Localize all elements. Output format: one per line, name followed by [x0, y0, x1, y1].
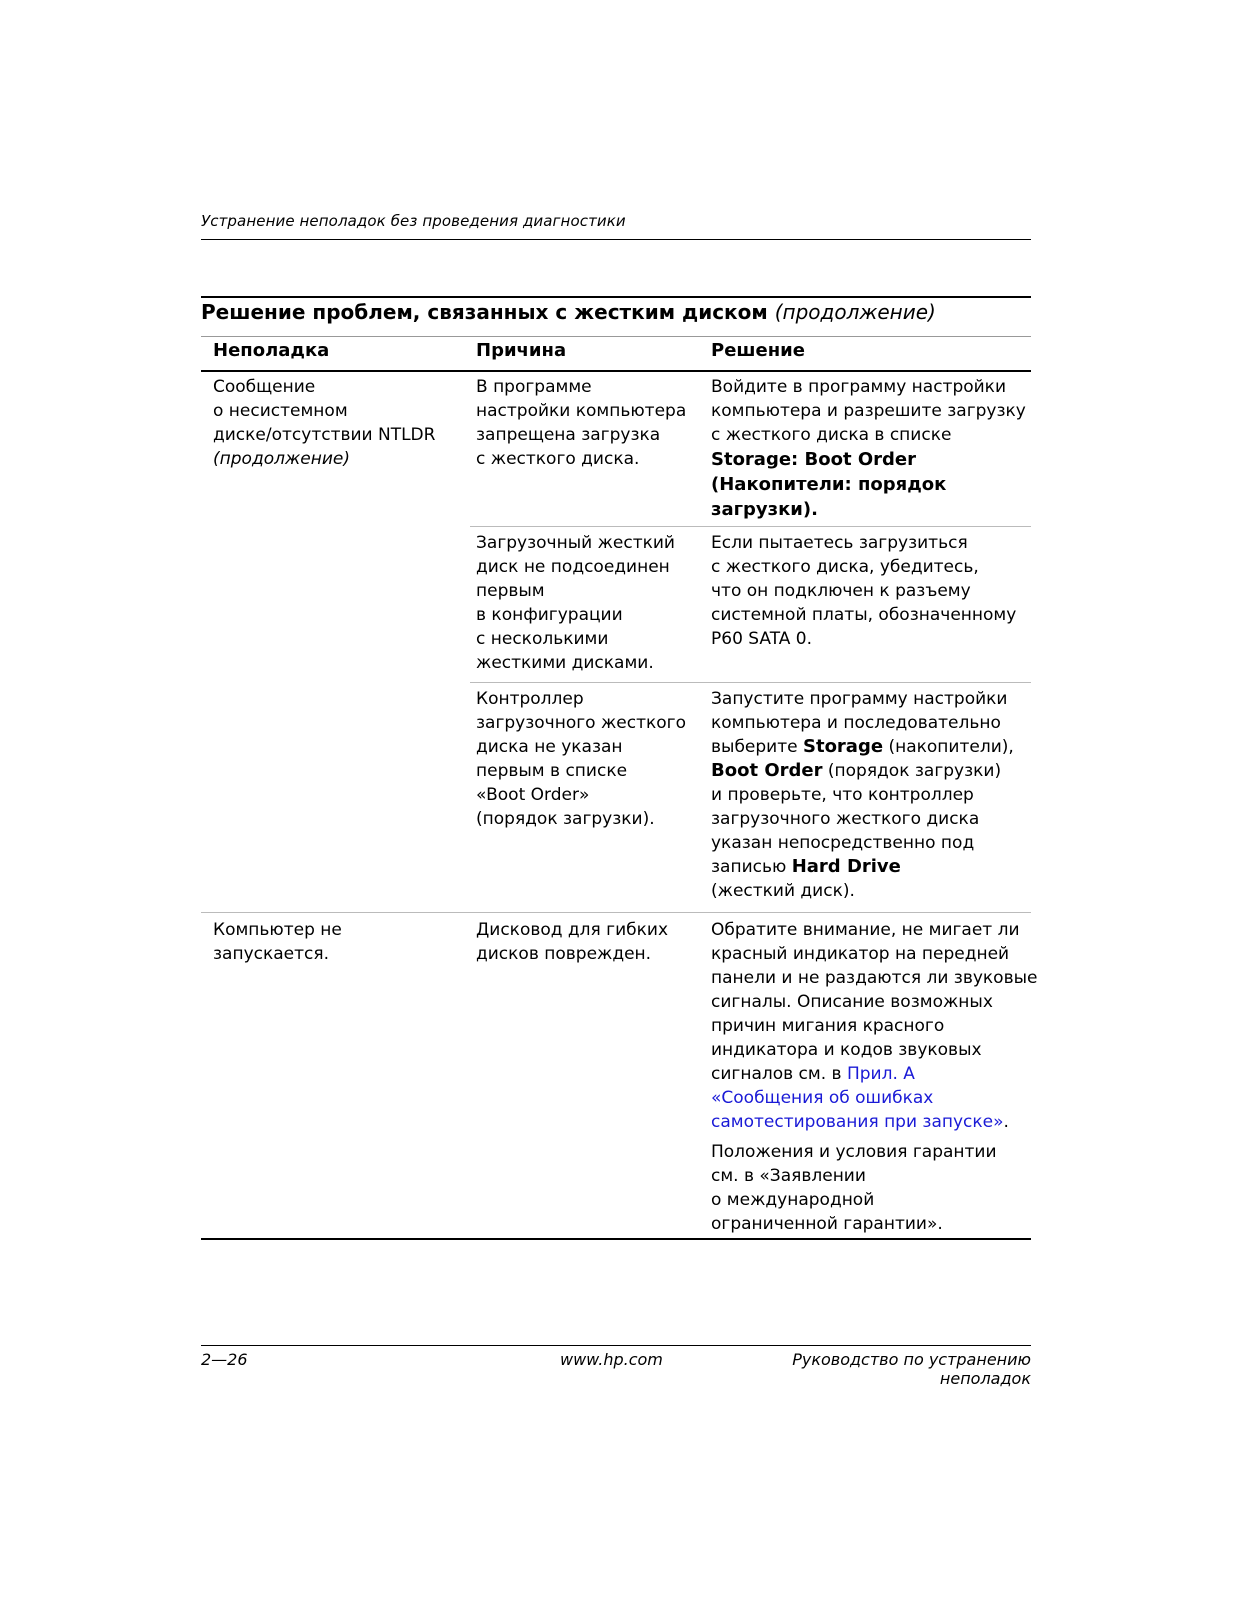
- text-run: записью: [711, 857, 792, 877]
- row3-solution: [711, 687, 1014, 903]
- text-line: В программе: [476, 377, 592, 397]
- text-line: [711, 735, 1014, 759]
- text-line: ограниченной гарантии».: [711, 1214, 943, 1234]
- row1-problem: [213, 375, 435, 471]
- text-line: (жесткий диск).: [711, 881, 855, 901]
- table-top-rule: [201, 296, 1031, 298]
- column-header-problem: Неполадка: [213, 340, 330, 361]
- row-divider: [470, 682, 1031, 683]
- text-line: с жесткого диска.: [476, 449, 640, 469]
- text-line: (порядок загрузки).: [476, 809, 655, 829]
- text-line: в конфигурации: [476, 605, 623, 625]
- text-line: Войдите в программу настройки: [711, 377, 1007, 397]
- text-line: [711, 1110, 1037, 1134]
- column-header-cause: Причина: [476, 340, 567, 361]
- bold-term-boot-order: Boot Order: [711, 760, 823, 781]
- bold-line: загрузки).: [711, 499, 818, 520]
- row4-solution: [711, 918, 1037, 1236]
- running-header: Устранение неполадок без проведения диагностики: [201, 212, 626, 230]
- text-line: компьютера и последовательно: [711, 713, 1001, 733]
- text-line: запускается.: [213, 944, 330, 964]
- row-divider: [201, 912, 1031, 913]
- text-line: с несколькими: [476, 629, 609, 649]
- text-line: системной платы, обозначенному: [711, 605, 1017, 625]
- text-run: (порядок загрузки): [822, 761, 1002, 781]
- text-run: сигналов см. в: [711, 1064, 847, 1084]
- text-run: выберите: [711, 737, 803, 757]
- text-line: [711, 1062, 1037, 1086]
- text-line: загрузочного жесткого диска: [711, 809, 980, 829]
- text-line: жесткими дисками.: [476, 653, 654, 673]
- text-line: индикатора и кодов звуковых: [711, 1040, 982, 1060]
- text-line: диска не указан: [476, 737, 623, 757]
- footer-doc-title: Руководство по устранению неполадок: [792, 1350, 1031, 1388]
- text-line: «Boot Order»: [476, 785, 590, 805]
- text-line: и проверьте, что контроллер: [711, 785, 974, 805]
- text-line: что он подключен к разъему: [711, 581, 971, 601]
- text-line: первым в списке: [476, 761, 628, 781]
- table-title-continued: (продолжение): [774, 300, 936, 324]
- table-title: [201, 300, 1031, 324]
- text-line: компьютера и разрешите загрузку: [711, 401, 1026, 421]
- text-line: Компьютер не: [213, 920, 342, 940]
- row1-cause: [476, 375, 686, 471]
- text-line: Если пытаетесь загрузиться: [711, 533, 968, 553]
- row2-cause: [476, 531, 675, 675]
- text-line: см. в «Заявлении: [711, 1166, 866, 1186]
- header-row-rule: [201, 370, 1031, 372]
- text-line: Сообщение: [213, 377, 316, 397]
- row4-cause: [476, 918, 668, 966]
- text-line: Запустите программу настройки: [711, 689, 1008, 709]
- text-line: красный индикатор на передней: [711, 944, 1010, 964]
- text-line: Загрузочный жесткий: [476, 533, 675, 553]
- text-line: диск не подсоединен: [476, 557, 670, 577]
- bold-line: Storage: Boot Order: [711, 449, 916, 470]
- text-line: указан непосредственно под: [711, 833, 975, 853]
- column-header-solution: Решение: [711, 340, 805, 361]
- text-line: загрузочного жесткого: [476, 713, 687, 733]
- footer-rule: [201, 1345, 1031, 1346]
- table-title-text: Решение проблем, связанных с жестким диском: [201, 300, 768, 324]
- text-line: (продолжение): [213, 449, 350, 469]
- row2-solution: [711, 531, 1016, 651]
- text-line: P60 SATA 0.: [711, 629, 813, 649]
- title-rule: [201, 336, 1031, 337]
- header-rule: [201, 239, 1031, 240]
- text-line: запрещена загрузка: [476, 425, 661, 445]
- text-line: [711, 855, 1014, 879]
- text-line: с жесткого диска в списке: [711, 425, 952, 445]
- text-line: Положения и условия гарантии: [711, 1142, 997, 1162]
- text-line: с жесткого диска, убедитесь,: [711, 557, 979, 577]
- text-line: причин мигания красного: [711, 1016, 945, 1036]
- post-errors-link-cont[interactable]: самотестирования при запуске»: [711, 1112, 1004, 1132]
- row3-cause: [476, 687, 686, 831]
- text-line: Обратите внимание, не мигает ли: [711, 920, 1020, 940]
- appendix-a-link[interactable]: Прил. A: [846, 1064, 915, 1084]
- row1-solution: [711, 375, 1026, 522]
- page-number: 2—26: [201, 1350, 248, 1369]
- text-line: [711, 759, 1014, 783]
- post-errors-link[interactable]: «Сообщения об ошибках: [711, 1088, 934, 1108]
- text-line: диске/отсутствии NTLDR: [213, 425, 436, 445]
- text-line: первым: [476, 581, 545, 601]
- text-line: о международной: [711, 1190, 875, 1210]
- text-line: Дисковод для гибких: [476, 920, 669, 940]
- bold-line: (Накопители: порядок: [711, 474, 947, 495]
- bold-term-hard-drive: Hard Drive: [791, 856, 901, 877]
- text-run: (накопители),: [883, 737, 1014, 757]
- table-bottom-rule: [201, 1238, 1031, 1240]
- text-line: сигналы. Описание возможных: [711, 992, 993, 1012]
- footer-url: www.hp.com: [560, 1350, 663, 1369]
- text-run: .: [1003, 1112, 1009, 1132]
- text-line: Контроллер: [476, 689, 584, 709]
- text-line: дисков поврежден.: [476, 944, 652, 964]
- row4-problem: [213, 918, 342, 966]
- bold-term-storage: Storage: [803, 736, 884, 757]
- text-line: панели и не раздаются ли звуковые: [711, 968, 1038, 988]
- text-line: настройки компьютера: [476, 401, 687, 421]
- text-line: о несистемном: [213, 401, 348, 421]
- row-divider: [470, 526, 1031, 527]
